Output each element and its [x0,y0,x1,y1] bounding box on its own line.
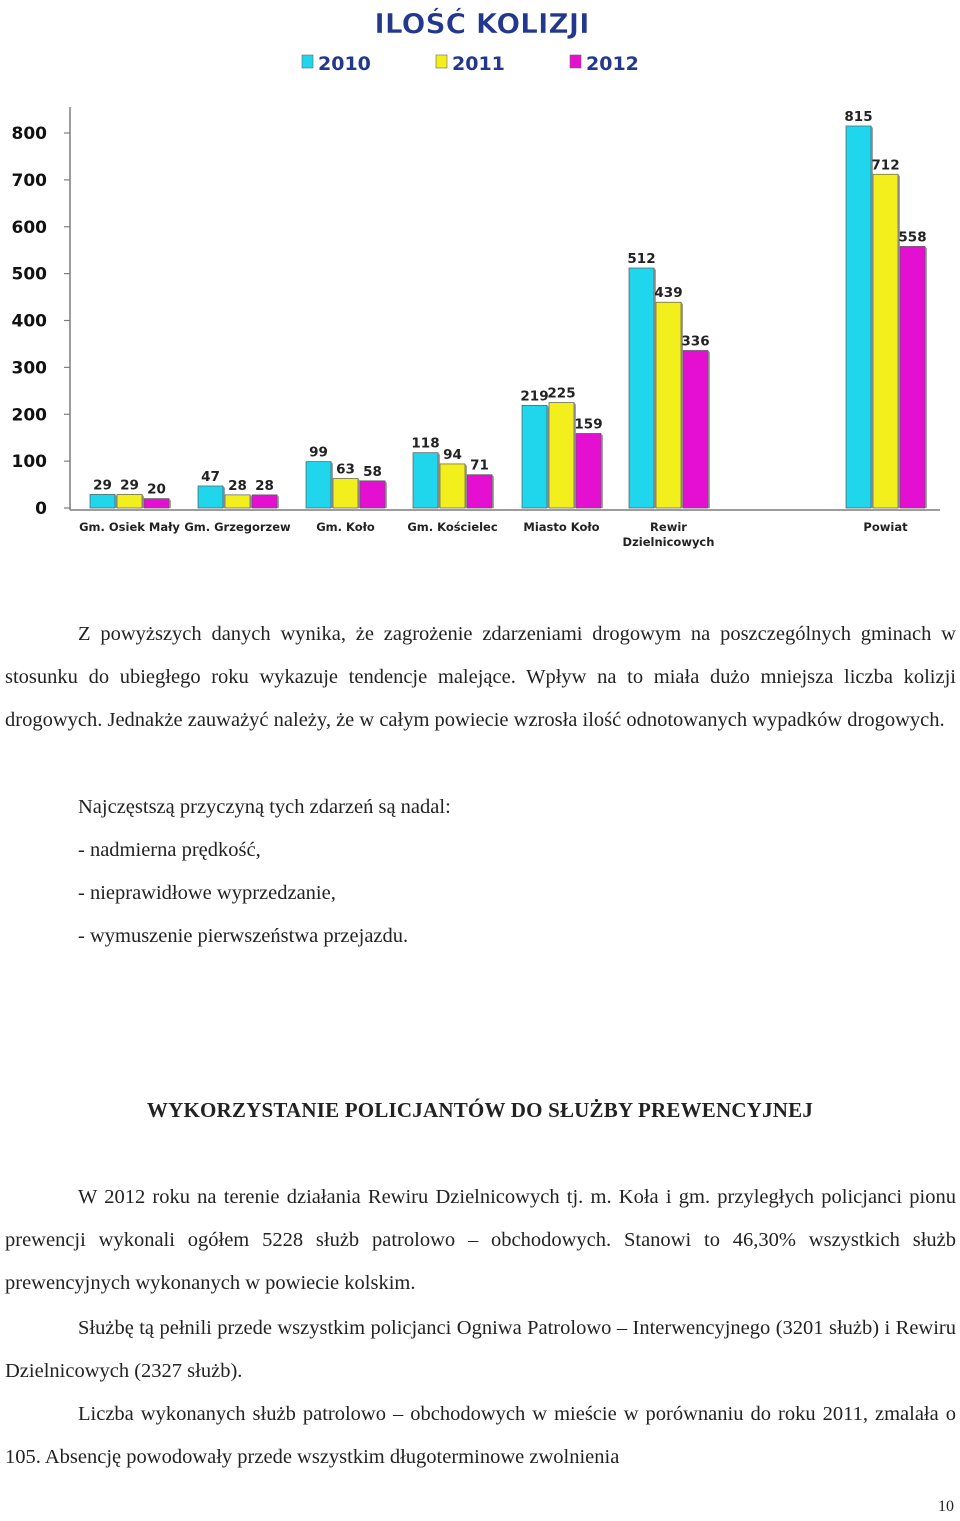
paragraph-causes-intro: Najczęstszą przyczyną tych zdarzeń są nadal: [78,796,451,818]
data-label: 336 [681,333,710,350]
x-tick-label: Gm. Grzegorzew [184,520,291,534]
paragraph-absence: Liczba wykonanych służb patrolowo – obchodowych w mieście w porównaniu do roku 2011, zmalała o 105. Absencję powodowały przede wszystkim długoterminowe zwolnienia [5,1403,956,1468]
data-label: 558 [898,229,927,246]
y-ticks [12,124,71,519]
y-tick-label: 300 [11,358,47,379]
bar-2012-6 [900,246,925,508]
paragraph-patrol-services: W 2012 roku na terenie działania Rewiru Dzielnicowych tj. m. Koła i gm. przyległych policjanci pionu prewencji wykonali ogółem 5228 służb patrolowo – obchodowych. Stanowi to 46,30% wszystkich służb prewencyjnych wykonanych w powiecie kolskim. [5,1186,956,1294]
x-tick-label: Gm. Koło [316,520,375,534]
data-label: 225 [547,385,576,402]
x-tick-label: Powiat [863,520,908,534]
collisions-bar-chart [0,0,960,560]
legend-label-2011: 2011 [452,53,505,75]
data-label: 28 [228,477,247,494]
bar-2012-1 [252,495,277,508]
list-item-right-of-way: - wymuszenie pierwszeństwa przejazdu. [78,925,409,947]
data-label: 219 [520,388,549,405]
bar-2010-4 [522,405,547,508]
chart-legend [302,53,639,75]
x-tick-label: Miasto Koło [523,520,600,534]
bar-2010-1 [198,486,223,508]
bar-2011-4 [549,403,574,508]
data-label: 118 [411,435,440,452]
data-label: 512 [627,251,656,267]
section-heading: WYKORZYSTANIE POLICJANTÓW DO SŁUŻBY PREWENCYJNEJ [146,1098,814,1122]
data-label: 29 [93,477,112,494]
legend-swatch-2012 [570,55,581,68]
data-label: 94 [443,446,462,463]
legend-swatch-2011 [436,55,447,68]
bar-2010-6 [846,126,871,508]
bar-2011-1 [225,495,250,508]
legend-label-2010: 2010 [318,53,371,75]
page-number: 10 [938,1498,954,1515]
chart-title: ILOŚĆ KOLIZJI [374,7,590,40]
data-label: 712 [871,157,900,174]
paragraph-conclusion: Z powyższych danych wynika, że zagrożenie zdarzeniami drogowym na poszczególnych gminach w stosunku do ubiegłego roku wykazuje tendencje malejące. Wpływ na to miała dużo mniejsza liczba kolizji drogowych. Jednakże zauważyć należy, że w całym powiecie wzrosła ilość odnotowanych wypadków drogowych. [5,623,956,731]
bar-2010-2 [306,462,331,508]
bar-2010-3 [413,453,438,508]
bar-2012-3 [467,475,492,508]
bar-2011-6 [873,174,898,508]
data-label: 159 [574,416,603,433]
data-label: 20 [147,481,166,498]
bar-2012-4 [576,433,601,508]
bars [90,109,927,508]
data-label: 29 [120,477,139,494]
data-label: 47 [201,468,220,485]
bar-2010-0 [90,494,115,508]
data-label: 815 [844,108,873,125]
y-tick-label: 500 [11,264,47,285]
legend-swatch-2010 [302,55,313,68]
y-tick-label: 800 [11,124,47,144]
bar-2011-3 [440,464,465,508]
y-tick-label: 100 [11,452,47,473]
data-label: 99 [309,444,328,461]
y-tick-label: 600 [11,217,47,238]
list-item-speed: - nadmierna prędkość, [78,839,261,861]
data-label: 58 [363,463,382,480]
bar-2012-5 [683,351,708,509]
data-label: 71 [470,457,489,474]
bar-2010-5 [629,268,654,508]
paragraph-service-units: Służbę tą pełnili przede wszystkim policjanci Ogniwa Patrolowo – Interwencyjnego (3201 służb) i Rewiru Dzielnicowych (2327 służb). [5,1317,956,1382]
x-tick-label: Gm. Kościelec [407,520,498,534]
data-label: 439 [654,285,683,302]
bar-2011-0 [117,494,142,508]
bar-2011-5 [656,302,681,508]
bar-2011-2 [333,478,358,508]
x-tick-label: Rewir Dzielnicowych [622,520,715,549]
x-tick-labels [79,520,908,549]
y-tick-label: 0 [35,499,47,519]
y-tick-label: 200 [11,405,47,426]
data-label: 63 [336,461,355,478]
bar-2012-2 [360,481,385,508]
y-tick-label: 700 [11,170,47,191]
list-item-overtaking: - nieprawidłowe wyprzedzanie, [78,882,336,904]
x-tick-label: Gm. Osiek Mały [79,520,180,534]
y-tick-label: 400 [11,311,47,332]
bar-2012-0 [144,499,169,508]
data-label: 28 [255,477,274,494]
legend-label-2012: 2012 [586,53,639,75]
chart-axes [70,107,940,510]
